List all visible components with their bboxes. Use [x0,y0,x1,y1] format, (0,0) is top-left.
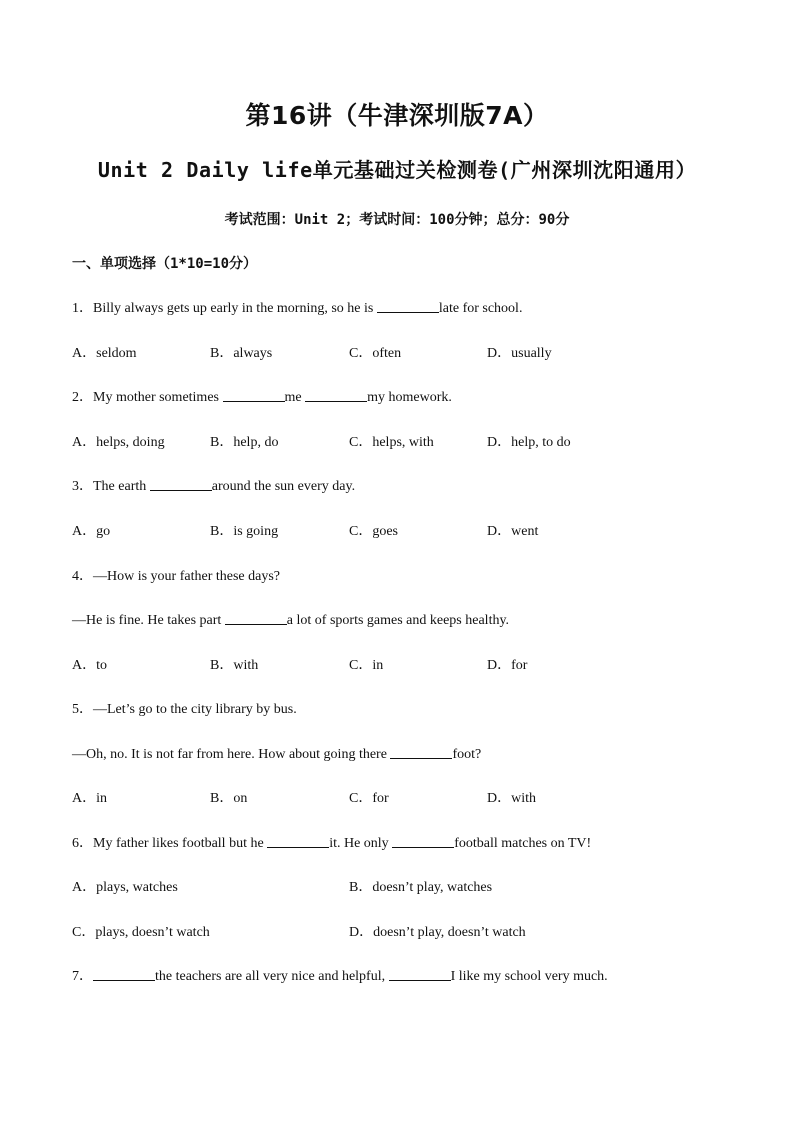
option-text: went [511,524,539,539]
option-letter: C． [349,791,373,806]
option-b [349,877,492,899]
question-text: —He is fine. He takes part [72,613,225,628]
option-a [72,432,165,454]
option-letter: A． [72,880,97,895]
option-c [72,922,210,944]
question-text: The earth [93,479,150,494]
exam-info: 考试范围：Unit 2；考试时间：100分钟；总分：90分 [224,212,570,228]
option-text: in [96,791,108,806]
option-letter: D． [487,524,512,539]
option-text: go [96,524,111,539]
answer-blank [267,834,329,848]
option-letter: B． [210,658,234,673]
question-text: a lot of sports games and keeps healthy. [286,613,510,628]
answer-blank [377,299,439,313]
option-text: doesn’t play, doesn’t watch [373,925,526,940]
option-text: often [372,346,402,361]
option-letter: D． [487,346,512,361]
question-text: foot? [452,747,482,762]
option-a [72,788,107,810]
option-letter: D． [487,435,512,450]
section-heading: 一、单项选择（1*10=10分） [72,256,258,272]
page-subtitle: Unit 2 Daily life单元基础过关检测卷(广州深圳沈阳通用） [97,158,697,182]
question-text: My mother sometimes [93,390,223,405]
options-1 [72,343,722,365]
option-c [349,521,398,543]
answer-blank [225,611,287,625]
option-text: on [233,791,248,806]
question-text: My father likes football but he [93,836,268,851]
option-a [72,521,110,543]
option-letter: A． [72,658,97,673]
question-text: the teachers are all very nice and helpful, [155,969,389,984]
answer-blank [223,388,285,402]
question-5-reply [72,744,481,766]
option-a [72,877,178,899]
option-text: helps, with [372,435,434,450]
option-d [487,432,571,454]
question-number: 4． [72,569,93,584]
option-text: to [96,658,108,673]
options-6-row-2 [72,922,722,944]
option-text: goes [372,524,399,539]
question-number: 5． [72,702,93,717]
answer-blank [389,967,451,981]
question-text: late for school. [438,301,523,316]
question-number: 3． [72,479,93,494]
question-7 [72,966,608,988]
option-c [349,343,401,365]
question-6 [72,833,591,855]
option-d [487,655,527,677]
option-text: helps, doing [96,435,165,450]
option-letter: C． [349,658,373,673]
option-text: plays, doesn’t watch [95,925,210,940]
question-text: my homework. [367,390,452,405]
option-b [210,432,278,454]
option-letter: D． [487,791,512,806]
question-4 [72,566,280,588]
option-letter: B． [210,524,234,539]
option-d [487,521,538,543]
page-title: 第16讲（牛津深圳版7A） [245,101,549,130]
option-text: help, to do [511,435,571,450]
option-letter: B． [210,791,234,806]
option-text: in [372,658,384,673]
question-3 [72,476,355,498]
option-letter: A． [72,524,97,539]
question-text: it. He only [329,836,393,851]
option-d [349,922,526,944]
option-b [210,521,278,543]
question-text: —Oh, no. It is not far from here. How about going there [72,747,391,762]
options-5 [72,788,722,810]
option-b [210,655,258,677]
question-number: 6． [72,836,93,851]
answer-blank [390,745,452,759]
answer-blank [392,834,454,848]
question-number: 1． [72,301,93,316]
option-text: doesn’t play, watches [372,880,493,895]
option-c [349,432,434,454]
question-text: me [284,390,306,405]
option-letter: A． [72,346,97,361]
answer-blank [305,388,367,402]
option-c [349,788,389,810]
question-number: 7． [72,969,93,984]
option-text: seldom [96,346,137,361]
option-letter: C． [349,524,373,539]
option-letter: D． [487,658,512,673]
option-b [210,343,272,365]
option-text: is going [233,524,279,539]
option-text: plays, watches [96,880,178,895]
option-letter: D． [349,925,374,940]
option-b [210,788,247,810]
option-d [487,343,552,365]
option-letter: B． [210,346,234,361]
question-text: Billy always gets up early in the morning, so he is [93,301,377,316]
option-text: help, do [233,435,279,450]
option-letter: C． [349,435,373,450]
option-text: for [511,658,528,673]
question-text: —Let’s go to the city library by bus. [93,702,297,717]
options-4 [72,655,722,677]
option-letter: C． [72,925,96,940]
question-text: —How is your father these days? [93,569,281,584]
option-a [72,655,107,677]
option-text: with [233,658,259,673]
option-letter: A． [72,791,97,806]
answer-blank [93,967,155,981]
option-text: for [372,791,389,806]
options-6-row-1 [72,877,722,899]
options-2 [72,432,722,454]
question-text: football matches on TV! [454,836,592,851]
question-4-reply [72,610,509,632]
option-letter: C． [349,346,373,361]
option-c [349,655,383,677]
option-text: always [233,346,273,361]
options-3 [72,521,722,543]
option-a [72,343,137,365]
option-letter: A． [72,435,97,450]
option-d [487,788,536,810]
question-text: around the sun every day. [211,479,356,494]
question-text: I like my school very much. [450,969,608,984]
question-5 [72,699,297,721]
question-1 [72,298,522,320]
option-text: with [511,791,537,806]
question-2 [72,387,452,409]
question-number: 2． [72,390,93,405]
option-letter: B． [210,435,234,450]
answer-blank [150,477,212,491]
option-text: usually [511,346,552,361]
option-letter: B． [349,880,373,895]
